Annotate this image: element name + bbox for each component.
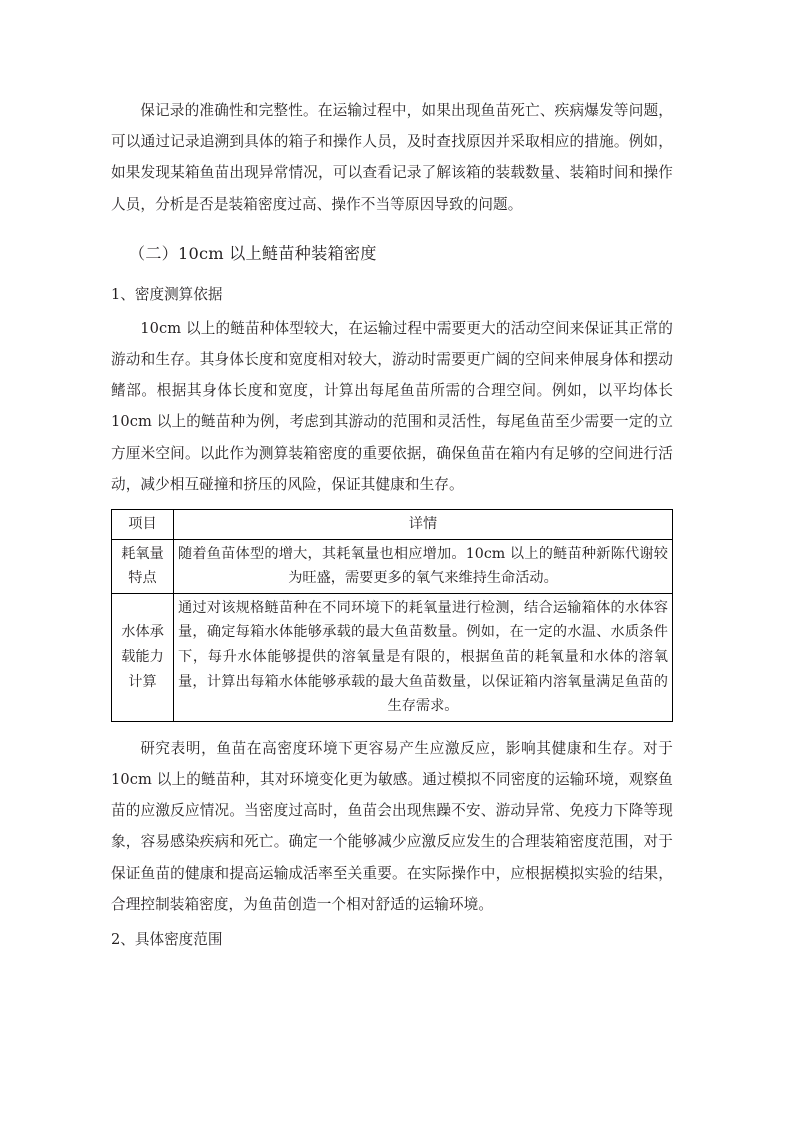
table-cell-item: 水体承载能力计算 (112, 593, 174, 721)
paragraph-stress-response: 研究表明，鱼苗在高密度环境下更容易产生应激反应，影响其健康和生存。对于 10cm 以上的鲢苗种，其对环境变化更为敏感。通过模拟不同密度的运输环境，观察鱼苗的应激反应情况。当密度过高时，鱼苗会出现焦躁不安、游动异常、免疫力下降等现象，容易感染疾病和死亡。确定一个能够减少应激反应发生的合理装箱密度范围，对于保证鱼苗的健康和提高运输成活率至关重要。在实际操作中，应根据模拟实验的结果，合理控制装箱密度，为鱼苗创造一个相对舒适的运输环境。 (111, 739, 673, 913)
subheading-density-range: 2、具体密度范围 (111, 931, 223, 948)
table-header-detail: 详情 (174, 510, 673, 540)
tail-block (111, 731, 673, 958)
table-row (112, 593, 673, 721)
table-body (112, 539, 673, 721)
paragraph-density-basis: 10cm 以上的鲢苗种体型较大，在运输过程中需要更大的活动空间来保证其正常的游动和生存。其身体长度和宽度相对较大，游动时需要更广阔的空间来伸展身体和摆动鳍部。根据其身体长度和宽度，计算出每尾鱼苗所需的合理空间。例如，以平均体长 10cm 以上的鲢苗种为例，考虑到其游动的范围和灵活性，每尾鱼苗至少需要一定的立方厘米空间。以此作为测算装箱密度的重要依据，确保鱼苗在箱内有足够的空间进行活动，减少相互碰撞和挤压的风险，保证其健康和生存。 (111, 319, 673, 493)
subheading-density-basis: 1、密度测算依据 (111, 285, 223, 303)
table-header-row (112, 510, 673, 540)
table-cell-item: 耗氧量特点 (112, 539, 174, 593)
page-content-column (111, 95, 673, 958)
table-row (112, 539, 673, 593)
table-header-item: 项目 (112, 510, 174, 540)
oxygen-capacity-table (111, 509, 673, 722)
table-cell-detail: 通过对该规格鲢苗种在不同环境下的耗氧量进行检测，结合运输箱体的水体容量，确定每箱水体能够承载的最大鱼苗数量。例如，在一定的水温、水质条件下，每升水体能够提供的溶氧量是有限的，根据鱼苗的耗氧量和水体的溶氧量，计算出每箱水体能够承载的最大鱼苗数量，以保证箱内溶氧量满足鱼苗的生存需求。 (174, 593, 673, 721)
table-head (112, 510, 673, 540)
section-heading: （二）10cm 以上鲢苗种装箱密度 (128, 243, 377, 263)
table-cell-detail: 随着鱼苗体型的增大，其耗氧量也相应增加。10cm 以上的鲢苗种新陈代谢较为旺盛，需要更多的氧气来维持生命活动。 (174, 539, 673, 593)
paragraph-continued-top: 保记录的准确性和完整性。在运输过程中，如果出现鱼苗死亡、疾病爆发等问题，可以通过记录追溯到具体的箱子和操作人员，及时查找原因并采取相应的措施。例如，如果发现某箱鱼苗出现异常情况，可以查看记录了解该箱的装载数量、装箱时间和操作人员，分析是否是装箱密度过高、操作不当等原因导致的问题。 (111, 102, 673, 213)
